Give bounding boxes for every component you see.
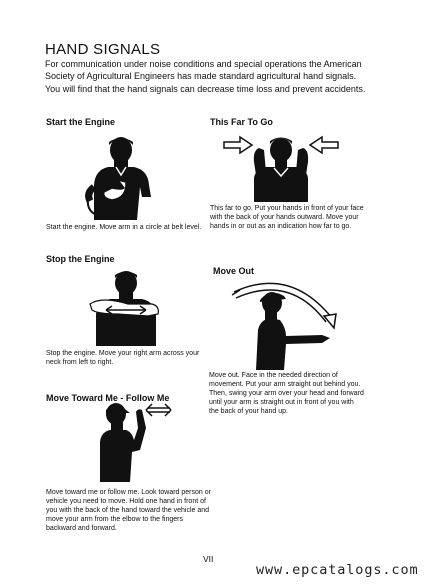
stop-engine-caption: Stop the engine. Move your right arm across your neck from left to right.: [46, 350, 200, 367]
start-engine-heading: Start the Engine: [46, 117, 116, 127]
this-far-caption: This far to go. Put your hands in front of your face with the back of your hands outward. Move your hands in or out as an indication how far to go.: [210, 205, 364, 231]
move-toward-caption: Move toward me or follow me. Look toward person or vehicle you need to move. Hold one hand in front of you with the back of the hand toward the vehicle and move your arm from the elbow to the fingers backward and forward.: [46, 489, 211, 533]
page-title: HAND SIGNALS: [45, 41, 161, 58]
figure-hands-up-arrows-icon: [222, 132, 340, 202]
page-number: VII: [203, 554, 214, 564]
move-out-heading: Move Out: [213, 266, 255, 276]
stop-engine-heading: Stop the Engine: [46, 254, 115, 264]
move-out-caption: Move out. Face in the needed direction of movement. Put your arm straight out behind you. Then, swing your arm over your head and forward until your arm is straight out in front of you with the back of your hand up.: [209, 372, 364, 416]
circle-motion-arrow-icon: [82, 180, 127, 220]
figure-hand-beckon-icon: [86, 402, 171, 482]
start-engine-caption: Start the engine. Move arm in a circle at belt level.: [46, 224, 202, 231]
watermark-url: www.epcatalogs.com: [256, 562, 419, 578]
intro-paragraph: For communication under noise conditions and special operations the American Society of Agricultural Engineers has made standard agricultural hand signals. You will find that the hand signals can decrease time loss and prevent accidents.: [45, 59, 366, 94]
figure-arm-across-neck-icon: [88, 270, 164, 346]
move-toward-heading: Move Toward Me - Follow Me: [46, 393, 170, 403]
figure-arm-swing-arc-icon: [230, 280, 345, 370]
this-far-heading: This Far To Go: [210, 117, 273, 127]
